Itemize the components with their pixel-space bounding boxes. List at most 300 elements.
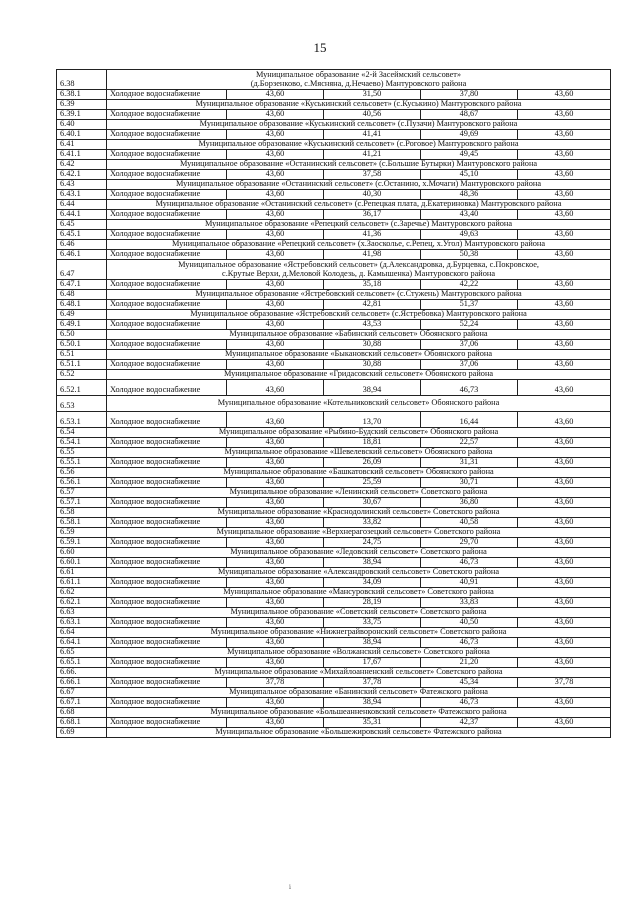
section-title (107, 588, 611, 598)
tariff-value: 52,24 (421, 320, 518, 330)
section-title-line: Муниципальное образование «Краснодолинский сельсовет» Советского района (217, 507, 500, 517)
service-label: Холодное водоснабжение (107, 718, 227, 728)
row-number: 6.38.1 (57, 90, 107, 100)
table-row (57, 190, 611, 200)
row-number: 6.62 (57, 588, 107, 598)
tariff-value: 37,78 (324, 678, 421, 688)
table-row (57, 458, 611, 468)
tariff-value: 34,09 (324, 578, 421, 588)
tariff-value: 24,75 (324, 538, 421, 548)
tariff-value: 33,82 (324, 518, 421, 528)
table-row (57, 230, 611, 240)
table-row (57, 518, 611, 528)
table-section-row (57, 508, 611, 518)
table-row (57, 718, 611, 728)
section-title-line: Муниципальное образование «Нижнеграйворонский сельсовет» Советского района (210, 627, 507, 637)
service-label: Холодное водоснабжение (107, 438, 227, 448)
section-title (107, 548, 611, 558)
row-number: 6.62.1 (57, 598, 107, 608)
tariff-value: 43,60 (518, 250, 611, 260)
tariff-value: 40,50 (421, 618, 518, 628)
section-title (107, 200, 611, 210)
service-label: Холодное водоснабжение (107, 340, 227, 350)
table-row (57, 250, 611, 260)
section-title-line: Муниципальное образование «2-й Засеймский сельсовет» (255, 69, 462, 79)
tariff-value: 43,60 (227, 300, 324, 310)
service-label: Холодное водоснабжение (107, 598, 227, 608)
table-row (57, 90, 611, 100)
section-title-line: Муниципальное образование «Куськинский сельсовет» (с.Пузачи) Мантуровского района (199, 119, 518, 129)
row-number: 6.61.1 (57, 578, 107, 588)
tariff-value: 13,70 (324, 412, 421, 428)
table-section-row (57, 628, 611, 638)
section-title-line: Муниципальное образование «Быкановский сельсовет» Обоянского района (224, 349, 493, 359)
service-label: Холодное водоснабжение (107, 90, 227, 100)
tariff-value: 30,71 (421, 478, 518, 488)
row-number: 6.67.1 (57, 698, 107, 708)
row-number: 6.39 (57, 100, 107, 110)
row-number: 6.46 (57, 240, 107, 250)
service-label: Холодное водоснабжение (107, 558, 227, 568)
row-number: 6.40.1 (57, 130, 107, 140)
section-title (107, 140, 611, 150)
row-number: 6.40 (57, 120, 107, 130)
tariff-value: 43,60 (227, 250, 324, 260)
tariff-value: 43,60 (518, 280, 611, 290)
section-title (107, 568, 611, 578)
tariff-value: 37,78 (518, 678, 611, 688)
tariff-value: 36,80 (421, 498, 518, 508)
tariff-table (56, 69, 611, 738)
section-title (107, 468, 611, 478)
row-number: 6.64 (57, 628, 107, 638)
tariff-value: 51,37 (421, 300, 518, 310)
row-number: 6.58.1 (57, 518, 107, 528)
tariff-value: 43,60 (518, 538, 611, 548)
row-number: 6.46.1 (57, 250, 107, 260)
tariff-value: 18,81 (324, 438, 421, 448)
tariff-value: 42,37 (421, 718, 518, 728)
tariff-value: 43,60 (518, 698, 611, 708)
section-title-line: Муниципальное образование «Ледовский сельсовет» Советского района (230, 547, 487, 557)
row-number: 6.68 (57, 708, 107, 718)
row-number: 6.41.1 (57, 150, 107, 160)
row-number: 6.41 (57, 140, 107, 150)
tariff-value: 43,60 (518, 340, 611, 350)
tariff-value: 33,83 (421, 598, 518, 608)
table-section-row (57, 120, 611, 130)
row-number: 6.45.1 (57, 230, 107, 240)
tariff-value: 17,67 (324, 658, 421, 668)
section-title-line: Муниципальное образование «Репецкий сельсовет» (х.Заосколье, с.Репец, х.Угол) Мантуровского района (171, 239, 546, 249)
table-section-row (57, 370, 611, 380)
row-number: 6.47.1 (57, 280, 107, 290)
table-section-row (57, 240, 611, 250)
table-section-row (57, 548, 611, 558)
tariff-value: 46,73 (421, 638, 518, 648)
section-title (107, 310, 611, 320)
section-title (107, 628, 611, 638)
tariff-value: 37,06 (421, 340, 518, 350)
tariff-value: 43,60 (518, 558, 611, 568)
row-number: 6.42.1 (57, 170, 107, 180)
tariff-value: 28,19 (324, 598, 421, 608)
table-section-row (57, 160, 611, 170)
tariff-value: 43,60 (227, 618, 324, 628)
section-title (107, 350, 611, 360)
section-title-line: Муниципальное образование «Рыбино-Будский сельсовет» Обоянского района (218, 427, 499, 437)
tariff-value: 43,60 (227, 538, 324, 548)
service-label: Холодное водоснабжение (107, 210, 227, 220)
section-title (107, 70, 611, 90)
row-number: 6.43.1 (57, 190, 107, 200)
section-title-line: Муниципальное образование «Шевелевский сельсовет» Обоянского района (224, 447, 493, 457)
tariff-value: 49,63 (421, 230, 518, 240)
tariff-value: 46,73 (421, 558, 518, 568)
row-number: 6.49.1 (57, 320, 107, 330)
tariff-value: 43,60 (518, 320, 611, 330)
tariff-value: 48,67 (421, 110, 518, 120)
service-label: Холодное водоснабжение (107, 678, 227, 688)
table-section-row (57, 260, 611, 280)
table-section-row (57, 200, 611, 210)
tariff-value: 37,06 (421, 360, 518, 370)
service-label: Холодное водоснабжение (107, 380, 227, 396)
tariff-value: 16,44 (421, 412, 518, 428)
tariff-value: 43,60 (227, 380, 324, 396)
row-number: 6.52.1 (57, 380, 107, 396)
section-title (107, 120, 611, 130)
section-title (107, 528, 611, 538)
service-label: Холодное водоснабжение (107, 280, 227, 290)
tariff-value: 43,60 (518, 360, 611, 370)
row-number: 6.55.1 (57, 458, 107, 468)
service-label: Холодное водоснабжение (107, 150, 227, 160)
tariff-value: 43,60 (518, 230, 611, 240)
tariff-value: 37,78 (227, 678, 324, 688)
page-number: 15 (313, 40, 327, 55)
section-title (107, 100, 611, 110)
row-number: 6.64.1 (57, 638, 107, 648)
tariff-value: 38,94 (324, 558, 421, 568)
table-row (57, 698, 611, 708)
service-label: Холодное водоснабжение (107, 190, 227, 200)
section-title (107, 260, 611, 280)
row-number: 6.67 (57, 688, 107, 698)
row-number: 6.45 (57, 220, 107, 230)
table-row (57, 210, 611, 220)
table-section-row (57, 448, 611, 458)
service-label: Холодное водоснабжение (107, 538, 227, 548)
tariff-value: 49,45 (421, 150, 518, 160)
section-title-line: Муниципальное образование «Большеанненковский сельсовет» Фатежского района (210, 707, 507, 717)
section-title-line: Муниципальное образование «Куськинский сельсовет» (с.Куськино) Мантуровского района (195, 99, 522, 109)
table-row (57, 578, 611, 588)
section-title (107, 688, 611, 698)
table-row (57, 658, 611, 668)
section-title (107, 668, 611, 678)
table-row (57, 478, 611, 488)
tariff-value: 50,38 (421, 250, 518, 260)
table-section-row (57, 708, 611, 718)
row-number: 6.57 (57, 488, 107, 498)
tariff-value: 43,60 (227, 340, 324, 350)
tariff-value: 36,17 (324, 210, 421, 220)
service-label: Холодное водоснабжение (107, 578, 227, 588)
tariff-value: 43,60 (227, 170, 324, 180)
tariff-value: 43,60 (227, 658, 324, 668)
tariff-value: 43,60 (227, 638, 324, 648)
row-number: 6.44.1 (57, 210, 107, 220)
tariff-value: 43,60 (227, 90, 324, 100)
section-title (107, 608, 611, 618)
row-number: 6.51.1 (57, 360, 107, 370)
section-title-line: Муниципальное образование «Мансуровский сельсовет» Советского района (223, 587, 494, 597)
tariff-value: 38,94 (324, 380, 421, 396)
tariff-value: 45,34 (421, 678, 518, 688)
row-number: 6.54.1 (57, 438, 107, 448)
tariff-value: 29,70 (421, 538, 518, 548)
table-row (57, 638, 611, 648)
service-label: Холодное водоснабжение (107, 518, 227, 528)
tariff-value: 21,20 (421, 658, 518, 668)
row-number: 6.63.1 (57, 618, 107, 628)
table-section-row (57, 180, 611, 190)
row-number: 6.66.1 (57, 678, 107, 688)
row-number: 6.51 (57, 350, 107, 360)
tariff-value: 48,36 (421, 190, 518, 200)
section-title (107, 330, 611, 340)
tariff-value: 26,09 (324, 458, 421, 468)
tariff-value: 40,58 (421, 518, 518, 528)
service-label: Холодное водоснабжение (107, 170, 227, 180)
section-title (107, 240, 611, 250)
row-number: 6.52 (57, 370, 107, 380)
footer-mark: ⅰ (289, 885, 291, 891)
tariff-value: 43,60 (227, 150, 324, 160)
table-row (57, 678, 611, 688)
tariff-value: 35,18 (324, 280, 421, 290)
tariff-value: 43,60 (518, 578, 611, 588)
section-title (107, 708, 611, 718)
row-number: 6.44 (57, 200, 107, 210)
tariff-value: 31,50 (324, 90, 421, 100)
table-section-row (57, 290, 611, 300)
tariff-value: 45,10 (421, 170, 518, 180)
section-title (107, 448, 611, 458)
tariff-value: 42,81 (324, 300, 421, 310)
service-label: Холодное водоснабжение (107, 360, 227, 370)
table-section-row (57, 468, 611, 478)
row-number: 6.38 (57, 70, 107, 90)
table-row (57, 150, 611, 160)
section-title (107, 488, 611, 498)
table-section-row (57, 310, 611, 320)
section-title-line: Муниципальное образование «Бабинский сельсовет» Обоянского района (229, 329, 488, 339)
tariff-value: 43,60 (227, 598, 324, 608)
table-row (57, 558, 611, 568)
section-title-line: Муниципальное образование «Ястребовский сельсовет» (с.Стужень) Мантуровского района (195, 289, 522, 299)
section-title-line: Муниципальное образование «Останинский сельсовет» (с.Большие Бутырки) Мантуровского района (179, 159, 538, 169)
tariff-value: 43,60 (227, 280, 324, 290)
tariff-value: 43,60 (518, 718, 611, 728)
tariff-value: 43,60 (227, 518, 324, 528)
table-row (57, 340, 611, 350)
tariff-value: 43,60 (518, 478, 611, 488)
tariff-value: 43,60 (518, 130, 611, 140)
table-section-row (57, 330, 611, 340)
tariff-value: 43,60 (518, 498, 611, 508)
table-section-row (57, 588, 611, 598)
service-label: Холодное водоснабжение (107, 300, 227, 310)
tariff-value: 43,60 (518, 150, 611, 160)
tariff-value: 43,60 (518, 380, 611, 396)
table-section-row (57, 668, 611, 678)
table-section-row (57, 528, 611, 538)
row-number: 6.59.1 (57, 538, 107, 548)
tariff-value: 43,60 (227, 210, 324, 220)
row-number: 6.56.1 (57, 478, 107, 488)
section-title (107, 728, 611, 738)
tariff-value: 41,41 (324, 130, 421, 140)
section-title (107, 370, 611, 380)
table-row (57, 360, 611, 370)
tariff-value: 30,88 (324, 360, 421, 370)
table-section-row (57, 350, 611, 360)
section-title-line: Муниципальное образование «Ястребовский сельсовет» (с.Ястребовка) Мантуровского района (190, 309, 527, 319)
tariff-value: 43,60 (518, 90, 611, 100)
table-row (57, 320, 611, 330)
table-row (57, 498, 611, 508)
table-section-row (57, 488, 611, 498)
table-row (57, 110, 611, 120)
tariff-value: 40,91 (421, 578, 518, 588)
service-label: Холодное водоснабжение (107, 320, 227, 330)
table-row (57, 130, 611, 140)
tariff-value: 43,60 (518, 518, 611, 528)
section-title-line: с.Крутые Верхи, д.Меловой Колодезь, д. Камышенка) Мантуровского района (222, 268, 496, 278)
row-number: 6.43 (57, 180, 107, 190)
section-title-line: Муниципальное образование «Верхнерагозецкий сельсовет» Советского района (216, 527, 501, 537)
section-title-line: Муниципальное образование «Александровский сельсовет» Советского района (217, 567, 500, 577)
service-label: Холодное водоснабжение (107, 130, 227, 140)
row-number: 6.48 (57, 290, 107, 300)
table-section-row (57, 70, 611, 90)
tariff-value: 43,60 (227, 190, 324, 200)
tariff-value: 43,60 (518, 170, 611, 180)
tariff-value: 43,60 (227, 578, 324, 588)
service-label: Холодное водоснабжение (107, 658, 227, 668)
service-label: Холодное водоснабжение (107, 230, 227, 240)
service-label: Холодное водоснабжение (107, 698, 227, 708)
row-number: 6.69 (57, 728, 107, 738)
section-title-line: Муниципальное образование «Банинский сельсовет» Фатежского района (229, 687, 488, 697)
table-row (57, 598, 611, 608)
tariff-value: 43,60 (518, 412, 611, 428)
row-number: 6.55 (57, 448, 107, 458)
table-section-row (57, 428, 611, 438)
service-label: Холодное водоснабжение (107, 110, 227, 120)
tariff-value: 43,60 (227, 412, 324, 428)
row-number: 6.63 (57, 608, 107, 618)
service-label: Холодное водоснабжение (107, 250, 227, 260)
tariff-value: 43,60 (518, 438, 611, 448)
tariff-value: 43,60 (518, 110, 611, 120)
row-number: 6.42 (57, 160, 107, 170)
section-title-line: Муниципальное образование «Куськинский сельсовет» (с.Роговое) Мантуровского района (198, 139, 519, 149)
row-number: 6.68.1 (57, 718, 107, 728)
table-section-row (57, 688, 611, 698)
section-title (107, 508, 611, 518)
row-number: 6.50 (57, 330, 107, 340)
tariff-value: 41,21 (324, 150, 421, 160)
tariff-value: 43,40 (421, 210, 518, 220)
tariff-value: 43,60 (227, 558, 324, 568)
tariff-value: 43,60 (227, 698, 324, 708)
section-title (107, 290, 611, 300)
row-number: 6.39.1 (57, 110, 107, 120)
tariff-value: 30,67 (324, 498, 421, 508)
tariff-value: 43,53 (324, 320, 421, 330)
tariff-value: 38,94 (324, 698, 421, 708)
tariff-value: 30,88 (324, 340, 421, 350)
row-number: 6.56 (57, 468, 107, 478)
service-label: Холодное водоснабжение (107, 498, 227, 508)
row-number: 6.50.1 (57, 340, 107, 350)
service-label: Холодное водоснабжение (107, 618, 227, 628)
section-title-line: Муниципальное образование «Башкатовский сельсовет» Обоянского района (223, 467, 494, 477)
tariff-value: 43,60 (518, 658, 611, 668)
section-title-line: Муниципальное образование «Советский сельсовет» Советского района (230, 607, 487, 617)
tariff-value: 43,60 (518, 300, 611, 310)
tariff-value: 31,31 (421, 458, 518, 468)
tariff-value: 46,73 (421, 380, 518, 396)
tariff-value: 41,36 (324, 230, 421, 240)
section-title (107, 160, 611, 170)
table-row (57, 438, 611, 448)
tariff-value: 43,60 (518, 458, 611, 468)
tariff-value: 43,60 (518, 618, 611, 628)
tariff-value: 46,73 (421, 698, 518, 708)
tariff-value: 43,60 (227, 478, 324, 488)
row-number: 6.54 (57, 428, 107, 438)
service-label: Холодное водоснабжение (107, 412, 227, 428)
tariff-value: 43,60 (518, 638, 611, 648)
tariff-value: 41,98 (324, 250, 421, 260)
table-row (57, 170, 611, 180)
table-section-row (57, 648, 611, 658)
tariff-value: 43,60 (227, 498, 324, 508)
tariff-value: 43,60 (227, 458, 324, 468)
tariff-value: 37,80 (421, 90, 518, 100)
row-number: 6.61 (57, 568, 107, 578)
row-number: 6.47 (57, 260, 107, 280)
row-number: 6.65.1 (57, 658, 107, 668)
tariff-value: 37,58 (324, 170, 421, 180)
row-number: 6.57.1 (57, 498, 107, 508)
tariff-value: 43,60 (227, 718, 324, 728)
service-label: Холодное водоснабжение (107, 638, 227, 648)
table-section-row (57, 608, 611, 618)
row-number: 6.59 (57, 528, 107, 538)
tariff-value: 38,94 (324, 638, 421, 648)
section-title-line: Муниципальное образование «Ленинский сельсовет» Советского района (229, 487, 488, 497)
table-section-row (57, 568, 611, 578)
service-label: Холодное водоснабжение (107, 458, 227, 468)
tariff-value: 49,69 (421, 130, 518, 140)
row-number: 6.66. (57, 668, 107, 678)
tariff-value: 35,31 (324, 718, 421, 728)
